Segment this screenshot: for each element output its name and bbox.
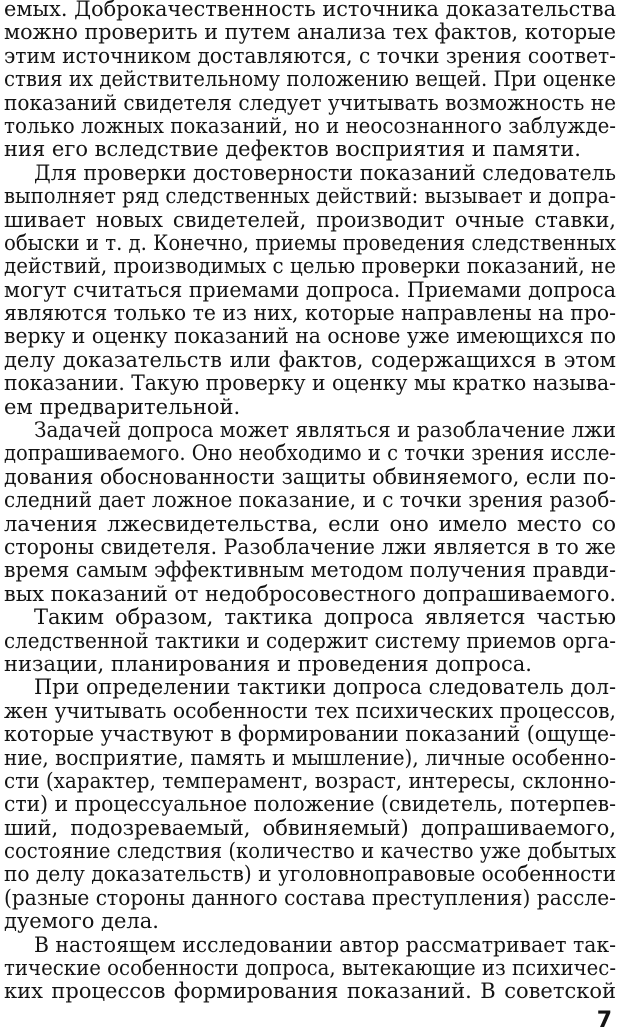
- text-line: дуемого дела.: [4, 910, 159, 934]
- text-line: ких процессов формирования показаний. В советской: [4, 980, 616, 1004]
- text-line: сти) и процессуальное положение (свидетель, потерпев-: [4, 793, 616, 817]
- text-line: ние, восприятие, память и мышление), личные особенно-: [4, 746, 616, 770]
- text-line: показании. Такую проверку и оценку мы кратко называ-: [4, 372, 616, 396]
- text-line: стороны свидетеля. Разоблачение лжи является в то же: [4, 535, 616, 559]
- text-line: тические особенности допроса, вытекающие из психичес-: [4, 957, 616, 981]
- text-line: емых. Доброкачественность источника доказательства: [4, 0, 616, 21]
- text-line: делу доказательств или фактов, содержащихся в этом: [4, 348, 616, 372]
- text-line: только ложных показаний, но и неосознанного заблужде-: [4, 114, 616, 138]
- text-line: могут считаться приемами допроса. Приемами допроса: [4, 278, 616, 302]
- text-line: Задачей допроса может являться и разоблачение лжи: [34, 419, 616, 443]
- text-line: действий, производимых с целью проверки показаний, не: [4, 255, 616, 279]
- text-line: допрашиваемого. Оно необходимо и с точки зрения иссле-: [4, 442, 616, 466]
- text-line: ший, подозреваемый, обвиняемый) допрашиваемого,: [4, 816, 616, 840]
- text-line: следний дает ложное показание, и с точки зрения разоб-: [4, 489, 616, 513]
- text-line: шивает новых свидетелей, производит очные ставки,: [4, 208, 616, 232]
- text-line: ния его вследствие дефектов восприятия и памяти.: [4, 138, 581, 162]
- text-line: этим источником доставляются, с точки зрения соответ-: [4, 44, 616, 68]
- text-line: по делу доказательств) и уголовноправовые особенности: [4, 863, 616, 887]
- page-number: 7: [596, 1008, 612, 1033]
- text-line: В настоящем исследовании автор рассматривает так-: [34, 933, 616, 957]
- text-line: низации, планирования и проведения допроса.: [4, 652, 532, 676]
- text-line: можно проверить и путем анализа тех фактов, которые: [4, 21, 616, 45]
- text-line: которые участвуют в формировании показаний (ощуще-: [4, 723, 616, 747]
- text-line: показаний свидетеля следует учитывать возможность не: [4, 91, 616, 115]
- text-line: Таким образом, тактика допроса является частью: [34, 606, 616, 630]
- text-line: вых показаний от недобросовестного допрашиваемого.: [4, 582, 616, 606]
- text-line: время самым эффективным методом получения правди-: [4, 559, 616, 583]
- text-line: дования обоснованности защиты обвиняемого, если по-: [4, 465, 616, 489]
- body-text: [4, 0, 616, 1004]
- text-line: верку и оценку показаний на основе уже имеющихся по: [4, 325, 616, 349]
- text-line: сти (характер, темперамент, возраст, интересы, склонно-: [4, 769, 616, 793]
- text-line: (разные стороны данного состава преступления) рассле-: [4, 886, 616, 910]
- text-line: жен учитывать особенности тех психических процессов,: [4, 699, 616, 723]
- text-line: состояние следствия (количество и качество уже добытых: [4, 840, 616, 864]
- text-line: ствия их действительному положению вещей. При оценке: [4, 68, 616, 92]
- text-line: являются только те из них, которые направлены на про-: [4, 302, 616, 326]
- text-line: лачения лжесвидетельства, если оно имело место со: [4, 512, 616, 536]
- text-line: При определении тактики допроса следователь дол-: [34, 676, 616, 700]
- text-line: ем предварительной.: [4, 395, 241, 419]
- text-line: обыски и т. д. Конечно, приемы проведения следственных: [4, 231, 616, 255]
- text-line: Для проверки достоверности показаний следователь: [34, 161, 616, 185]
- text-line: выполняет ряд следственных действий: вызывает и допра-: [4, 185, 616, 209]
- text-line: следственной тактики и содержит систему приемов орга-: [4, 629, 616, 653]
